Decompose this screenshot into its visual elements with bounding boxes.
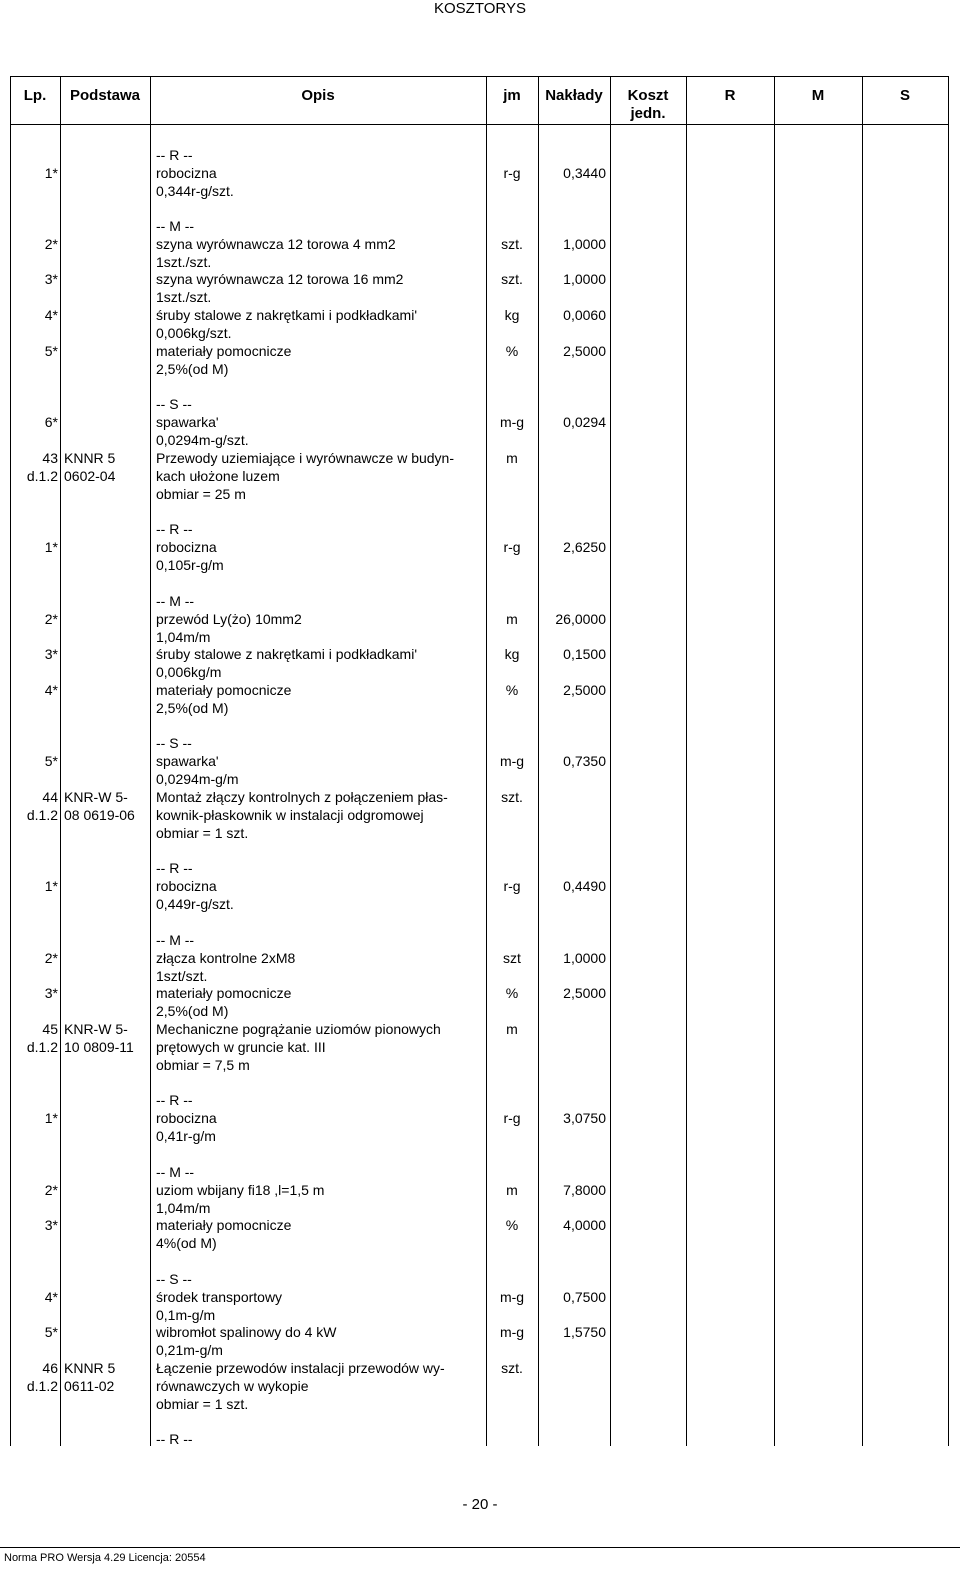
- row-opis: 0,449r-g/szt.: [156, 896, 234, 912]
- row-opis: środek transportowy: [156, 1289, 283, 1305]
- row-opis: 0,006kg/szt.: [156, 325, 232, 341]
- row-opis: -- R --: [156, 147, 193, 163]
- header-r: R: [724, 87, 736, 104]
- row-lp: 4*: [44, 307, 58, 323]
- row-opis: -- M --: [156, 218, 195, 234]
- row-jm: m: [506, 1182, 518, 1198]
- row-naklady: 1,0000: [563, 236, 606, 252]
- row-lp: 4*: [44, 682, 58, 698]
- row-podstawa: 0611-02: [64, 1378, 115, 1394]
- row-opis: przewód Ly(żo) 10mm2: [156, 611, 302, 627]
- row-jm: m-g: [499, 1289, 525, 1305]
- header-naklady: Nakłady: [545, 87, 603, 104]
- row-jm: m-g: [499, 753, 525, 769]
- row-opis: 0,344r-g/szt.: [156, 183, 234, 199]
- row-naklady: 2,5000: [563, 343, 606, 359]
- row-opis: Przewody uziemiające i wyrównawcze w budyn-: [156, 450, 455, 466]
- row-podstawa: KNNR 5: [64, 1360, 116, 1376]
- row-opis: śruby stalowe z nakrętkami i podkładkami': [156, 307, 418, 323]
- row-lp: 44: [42, 789, 58, 805]
- row-opis: materiały pomocnicze: [156, 1217, 292, 1233]
- row-jm: szt.: [501, 789, 523, 805]
- page-number: - 20 -: [462, 1496, 498, 1513]
- row-opis: -- S --: [156, 1271, 192, 1287]
- row-opis: -- R --: [156, 1092, 193, 1108]
- row-naklady: 0,1500: [563, 646, 606, 662]
- row-opis: 1,04m/m: [156, 629, 211, 645]
- row-lp: 3*: [44, 646, 58, 662]
- header-koszt: Koszt: [627, 87, 669, 104]
- row-lp: 5*: [44, 753, 58, 769]
- row-naklady: 3,0750: [563, 1110, 606, 1126]
- header-koszt-jedn: jedn.: [630, 105, 666, 122]
- row-opis: prętowych w gruncie kat. III: [156, 1039, 326, 1055]
- row-jm: r-g: [503, 878, 521, 894]
- row-podstawa: 0602-04: [64, 468, 116, 484]
- row-lp: 1*: [44, 165, 58, 181]
- row-jm: r-g: [503, 165, 521, 181]
- row-naklady: 2,5000: [563, 985, 606, 1001]
- footer-license: Norma PRO Wersja 4.29 Licencja: 20554: [4, 1552, 206, 1564]
- row-naklady: 0,0060: [563, 307, 606, 323]
- row-lp: 5*: [44, 343, 58, 359]
- row-jm: kg: [504, 307, 520, 323]
- row-jm: szt: [503, 950, 521, 966]
- row-opis: obmiar = 1 szt.: [156, 1396, 249, 1412]
- row-jm: r-g: [503, 1110, 521, 1126]
- col-border-naklady: [610, 76, 611, 1446]
- header-opis: Opis: [301, 87, 335, 104]
- row-naklady: 1,0000: [563, 271, 606, 287]
- row-naklady: 2,5000: [563, 682, 606, 698]
- row-opis: 2,5%(od M): [156, 361, 229, 377]
- row-opis: uziom wbijany fi18 ,l=1,5 m: [156, 1182, 325, 1198]
- row-opis: 0,1m-g/m: [156, 1307, 216, 1323]
- row-jm: %: [505, 985, 519, 1001]
- row-jm: %: [505, 343, 519, 359]
- row-opis: 2,5%(od M): [156, 700, 229, 716]
- row-opis: 0,41r-g/m: [156, 1128, 216, 1144]
- row-opis: obmiar = 7,5 m: [156, 1057, 250, 1073]
- row-jm: m-g: [499, 1324, 525, 1340]
- document-title: KOSZTORYS: [434, 0, 526, 17]
- row-opis: 2,5%(od M): [156, 1003, 229, 1019]
- row-lp: 1*: [44, 878, 58, 894]
- row-naklady: 0,3440: [563, 165, 606, 181]
- row-naklady: 1,0000: [563, 950, 606, 966]
- row-opis: robocizna: [156, 539, 217, 555]
- row-opis: obmiar = 25 m: [156, 486, 246, 502]
- row-opis: robocizna: [156, 1110, 217, 1126]
- row-lp: 2*: [44, 236, 58, 252]
- row-opis: Montaż złączy kontrolnych z połączeniem płas-: [156, 789, 448, 805]
- col-border-right: [948, 76, 949, 1446]
- row-lp: 2*: [44, 950, 58, 966]
- row-opis: 0,006kg/m: [156, 664, 222, 680]
- row-opis: szyna wyrównawcza 12 torowa 16 mm2: [156, 271, 404, 287]
- row-opis: szyna wyrównawcza 12 torowa 4 mm2: [156, 236, 396, 252]
- row-podstawa: 10 0809-11: [64, 1039, 134, 1055]
- row-opis: kownik-płaskownik w instalacji odgromowej: [156, 807, 424, 823]
- row-lp: 46: [42, 1360, 58, 1376]
- row-naklady: 0,7350: [563, 753, 606, 769]
- col-border-m: [862, 76, 863, 1446]
- header-lp: Lp.: [23, 87, 47, 104]
- row-opis: -- M --: [156, 1164, 195, 1180]
- row-opis: równawczych w wykopie: [156, 1378, 309, 1394]
- row-naklady: 1,5750: [563, 1324, 606, 1340]
- row-podstawa: KNR-W 5-: [64, 1021, 128, 1037]
- row-lp: d.1.2: [26, 1378, 58, 1394]
- header-jm: jm: [503, 87, 521, 104]
- row-opis: robocizna: [156, 878, 217, 894]
- row-opis: 0,105r-g/m: [156, 557, 224, 573]
- row-naklady: 2,6250: [563, 539, 606, 555]
- footer-rule: [0, 1547, 960, 1548]
- row-podstawa: KNR-W 5-: [64, 789, 128, 805]
- row-jm: m-g: [499, 414, 525, 430]
- row-opis: 1szt./szt.: [156, 254, 212, 270]
- row-lp: 3*: [44, 985, 58, 1001]
- row-lp: 6*: [44, 414, 58, 430]
- row-lp: 45: [42, 1021, 58, 1037]
- row-opis: spawarka': [156, 753, 219, 769]
- row-opis: -- R --: [156, 521, 193, 537]
- row-lp: 5*: [44, 1324, 58, 1340]
- row-jm: %: [505, 682, 519, 698]
- row-opis: złącza kontrolne 2xM8: [156, 950, 296, 966]
- row-opis: 1szt/szt.: [156, 968, 208, 984]
- row-opis: śruby stalowe z nakrętkami i podkładkami': [156, 646, 418, 662]
- row-opis: 0,0294m-g/m: [156, 771, 239, 787]
- col-border-lp: [60, 76, 61, 1446]
- row-opis: robocizna: [156, 165, 217, 181]
- col-border-r: [774, 76, 775, 1446]
- row-lp: d.1.2: [26, 1039, 58, 1055]
- row-jm: r-g: [503, 539, 521, 555]
- header-podstawa: Podstawa: [69, 87, 141, 104]
- row-naklady: 0,0294: [563, 414, 606, 430]
- row-lp: 1*: [44, 539, 58, 555]
- row-lp: 4*: [44, 1289, 58, 1305]
- row-opis: obmiar = 1 szt.: [156, 825, 249, 841]
- row-naklady: 0,7500: [563, 1289, 606, 1305]
- header-s: S: [899, 87, 910, 104]
- row-jm: szt.: [501, 271, 523, 287]
- row-naklady: 26,0000: [555, 611, 606, 627]
- row-opis: -- R --: [156, 1431, 193, 1447]
- row-lp: 43: [42, 450, 58, 466]
- row-opis: 4%(od M): [156, 1235, 217, 1251]
- row-jm: m: [506, 450, 518, 466]
- row-opis: materiały pomocnicze: [156, 985, 292, 1001]
- col-border-podstawa: [150, 76, 151, 1446]
- row-lp: 3*: [44, 271, 58, 287]
- row-opis: 1szt./szt.: [156, 289, 212, 305]
- col-border-koszt: [686, 76, 687, 1446]
- row-opis: 0,0294m-g/szt.: [156, 432, 249, 448]
- row-lp: d.1.2: [26, 807, 58, 823]
- row-opis: 0,21m-g/m: [156, 1342, 223, 1358]
- row-opis: Łączenie przewodów instalacji przewodów wy-: [156, 1360, 445, 1376]
- row-opis: materiały pomocnicze: [156, 682, 292, 698]
- row-opis: spawarka': [156, 414, 219, 430]
- row-opis: kach ułożone luzem: [156, 468, 280, 484]
- row-lp: 3*: [44, 1217, 58, 1233]
- row-opis: wibromłot spalinowy do 4 kW: [156, 1324, 337, 1340]
- row-lp: 2*: [44, 611, 58, 627]
- row-opis: -- S --: [156, 396, 192, 412]
- row-opis: materiały pomocnicze: [156, 343, 292, 359]
- row-opis: Mechaniczne pogrążanie uziomów pionowych: [156, 1021, 441, 1037]
- row-lp: 1*: [44, 1110, 58, 1126]
- row-opis: -- M --: [156, 932, 195, 948]
- row-naklady: 7,8000: [563, 1182, 606, 1198]
- row-opis: -- R --: [156, 860, 193, 876]
- row-jm: %: [505, 1217, 519, 1233]
- row-jm: szt.: [501, 1360, 523, 1376]
- row-lp: 2*: [44, 1182, 58, 1198]
- row-jm: kg: [504, 646, 520, 662]
- row-podstawa: 08 0619-06: [64, 807, 135, 823]
- header-m: M: [811, 87, 825, 104]
- row-opis: 1,04m/m: [156, 1200, 211, 1216]
- row-jm: m: [506, 611, 518, 627]
- row-naklady: 0,4490: [563, 878, 606, 894]
- row-naklady: 4,0000: [563, 1217, 606, 1233]
- row-jm: szt.: [501, 236, 523, 252]
- row-jm: m: [506, 1021, 518, 1037]
- row-opis: -- M --: [156, 593, 195, 609]
- row-lp: d.1.2: [26, 468, 58, 484]
- row-podstawa: KNNR 5: [64, 450, 116, 466]
- row-opis: -- S --: [156, 735, 192, 751]
